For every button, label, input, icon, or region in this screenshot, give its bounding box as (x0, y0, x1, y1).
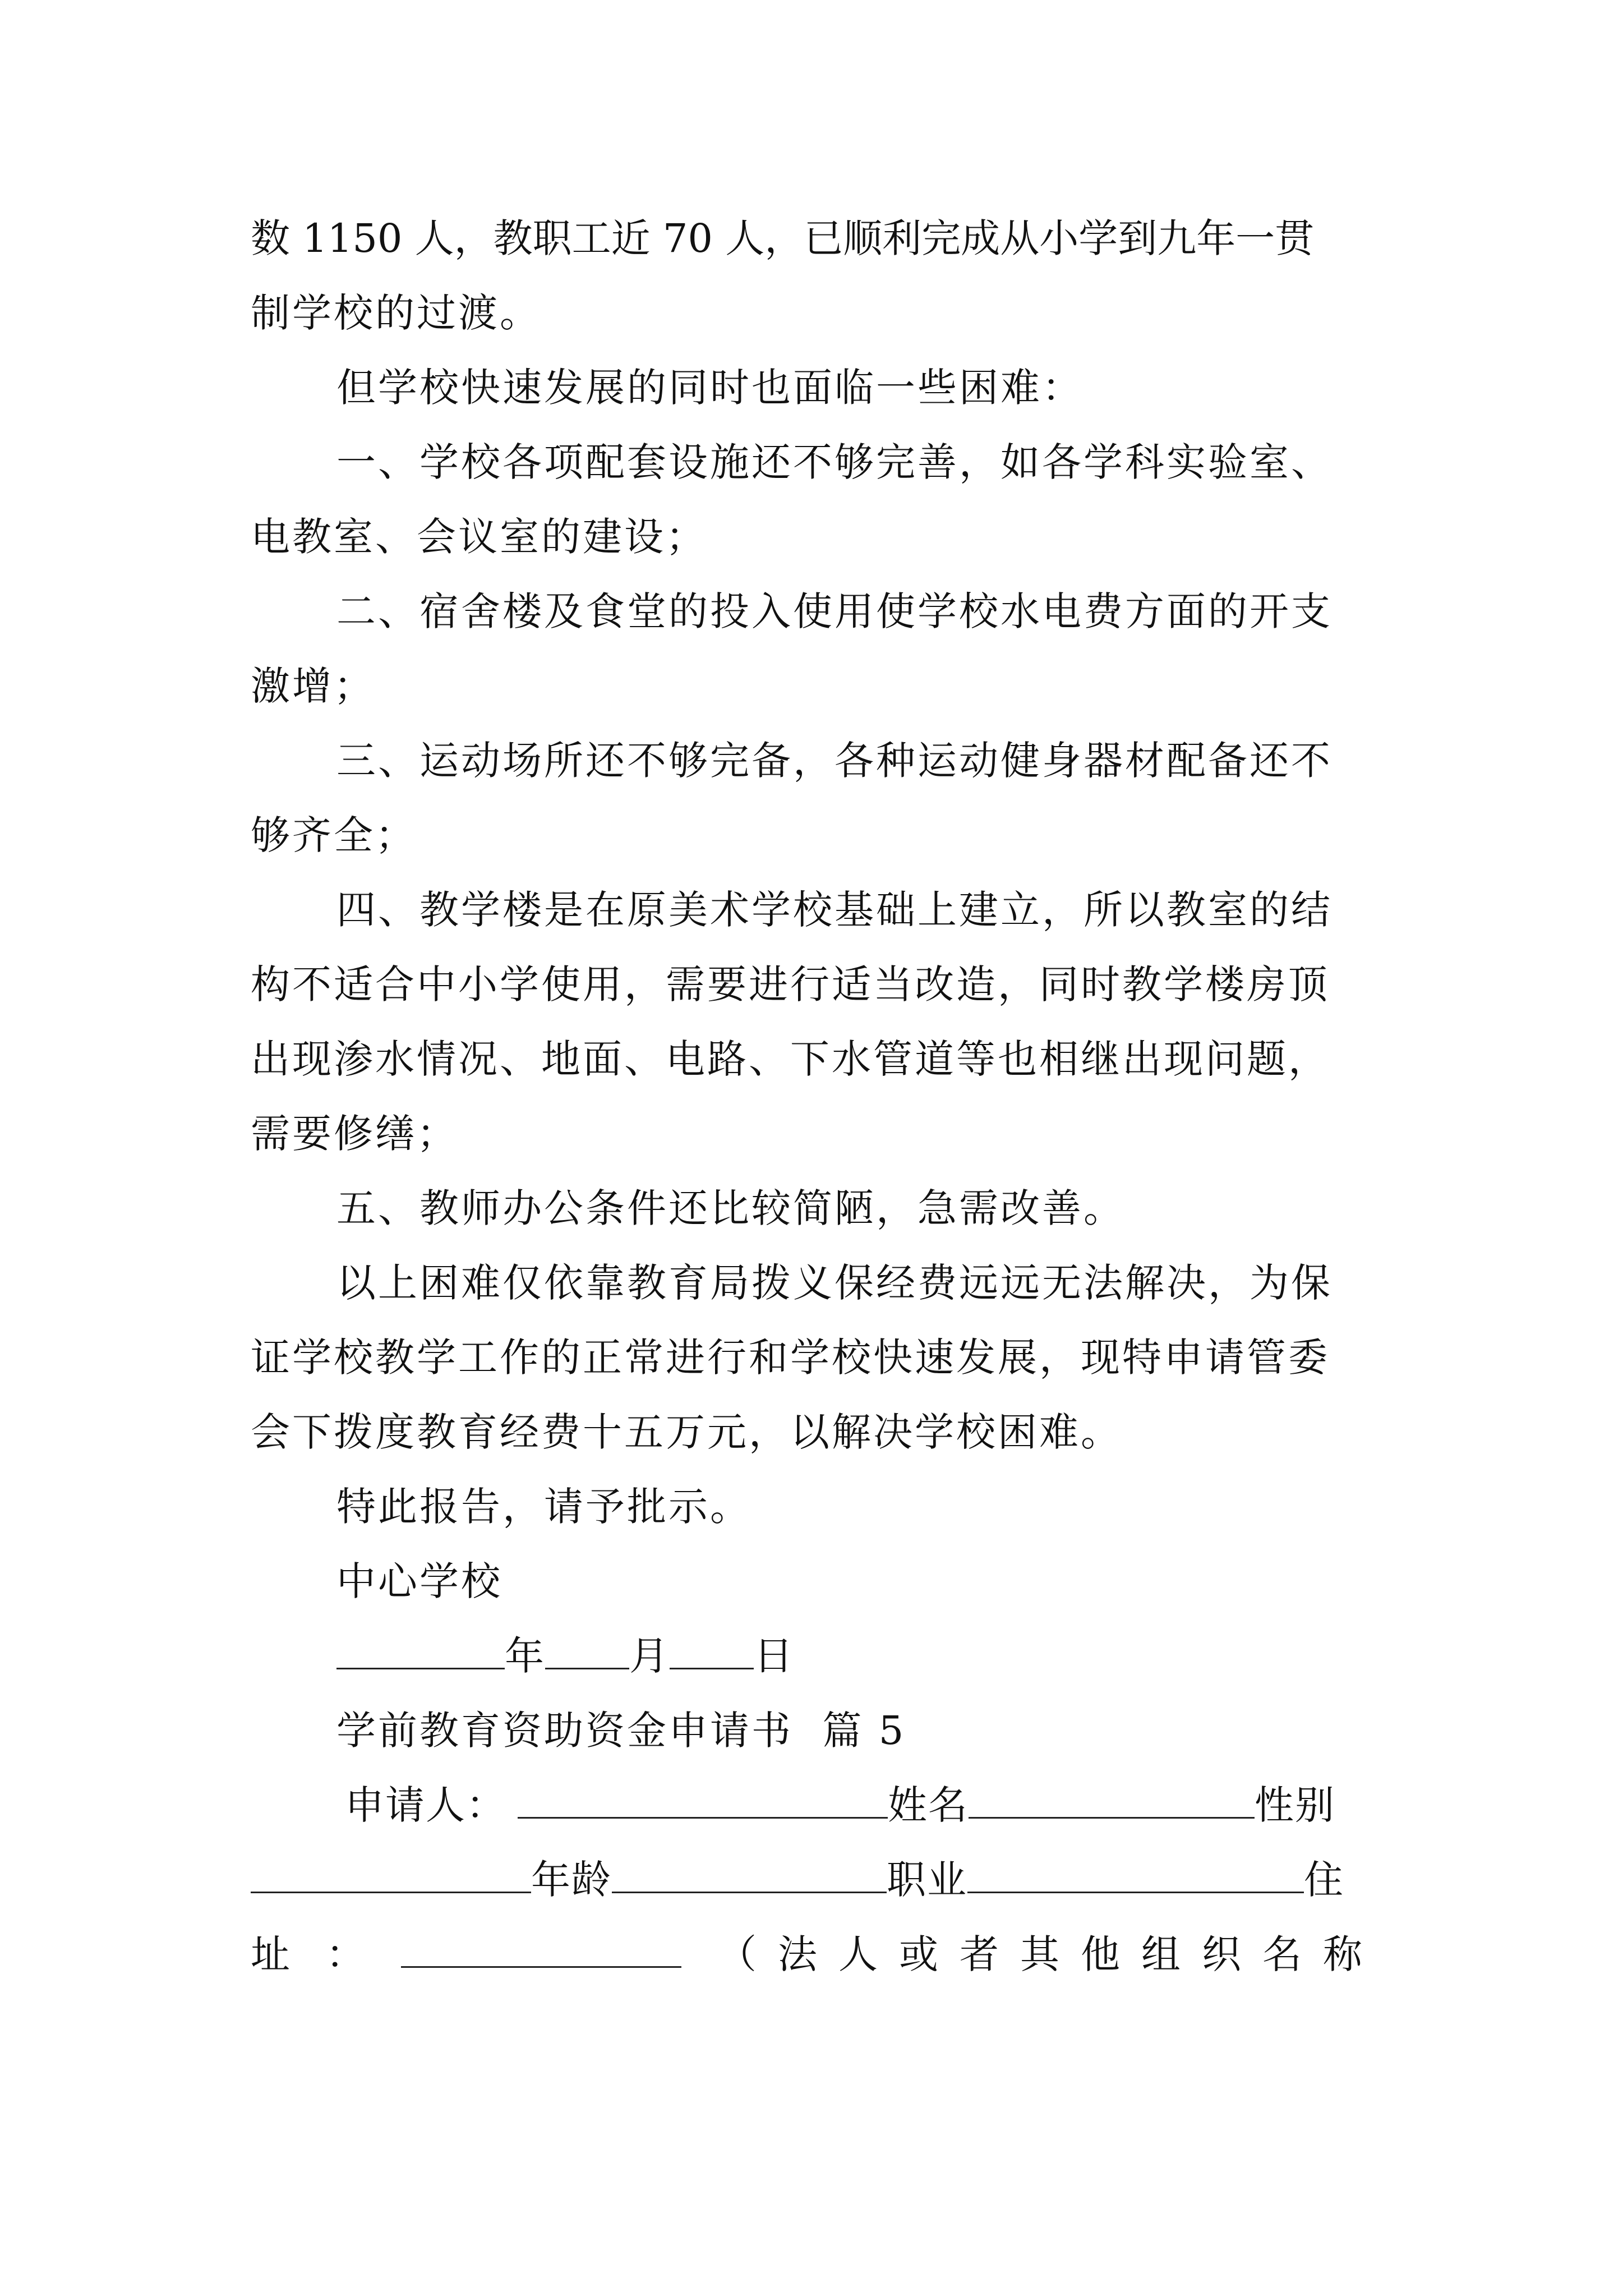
age-blank (612, 1852, 887, 1893)
form-line-address (251, 1926, 1384, 1982)
paragraph-line: 四、教学楼是在原美术学校基础上建立，所以教室的结 (336, 887, 1332, 933)
section-title: 学前教育资助资金申请书 篇 5 (336, 1708, 906, 1754)
paragraph-line: 证学校教学工作的正常进行和学校快速发展，现特申请管委 (251, 1335, 1330, 1381)
year-label: 年 (505, 1633, 545, 1679)
applicant-label: 申请人： (345, 1782, 506, 1828)
org-note: （法人或者其他组织名称 (717, 1931, 1384, 1977)
year-blank (336, 1628, 505, 1669)
address-label-first: 住 (1304, 1857, 1344, 1903)
name-blank (969, 1778, 1255, 1819)
day-label: 日 (754, 1633, 794, 1679)
gender-label: 性别 (1255, 1782, 1335, 1828)
text-line: 数 1150 人，教职工近 70 人，已顺利完成从小学到九年一贯 (251, 215, 1315, 261)
occupation-label: 职业 (887, 1857, 967, 1903)
paragraph-line: 构不适合中小学使用，需要进行适当改造，同时教学楼房顶 (251, 961, 1330, 1007)
applicant-blank (518, 1778, 888, 1819)
address-label-second: 址 (251, 1931, 290, 1977)
signature: 中心学校 (336, 1558, 502, 1604)
paragraph-line: 激增； (251, 663, 375, 709)
paragraph-line: 五、教师办公条件还比较简陋，急需改善。 (336, 1185, 1125, 1231)
paragraph-line: 够齐全； (251, 812, 417, 858)
age-label: 年龄 (531, 1857, 612, 1903)
paragraph-line: 会下拨度教育经费十五万元，以解决学校困难。 (251, 1409, 1122, 1455)
paragraph-line: 需要修缮； (251, 1111, 458, 1157)
gender-blank (251, 1852, 531, 1893)
paragraph-line: 特此报告，请予批示。 (336, 1484, 751, 1530)
paragraph-line: 一、学校各项配套设施还不够完善，如各学科实验室、 (336, 439, 1332, 485)
paragraph-line (251, 210, 1384, 266)
paragraph-line: 三、运动场所还不够完备，各种运动健身器材配备还不 (336, 738, 1332, 784)
name-label: 姓名 (888, 1782, 969, 1828)
occupation-blank (967, 1852, 1304, 1893)
month-label: 月 (629, 1633, 670, 1679)
form-line-age (251, 1852, 1384, 1908)
paragraph-line: 但学校快速发展的同时也面临一些困难： (336, 365, 1083, 411)
day-blank (670, 1628, 754, 1669)
paragraph-line: 制学校的过渡。 (251, 290, 541, 336)
date-line (336, 1628, 1385, 1684)
paragraph-line: 电教室、会议室的建设； (251, 514, 707, 560)
address-blank (401, 1927, 681, 1968)
form-line-applicant (345, 1777, 1385, 1833)
month-blank (545, 1628, 629, 1669)
paragraph-line: 出现渗水情况、地面、电路、下水管道等也相继出现问题， (251, 1036, 1330, 1082)
address-colon: ： (326, 1931, 365, 1977)
paragraph-line: 以上困难仅依靠教育局拨义保经费远远无法解决，为保 (336, 1260, 1332, 1306)
paragraph-line: 二、宿舍楼及食堂的投入使用使学校水电费方面的开支 (336, 588, 1332, 634)
